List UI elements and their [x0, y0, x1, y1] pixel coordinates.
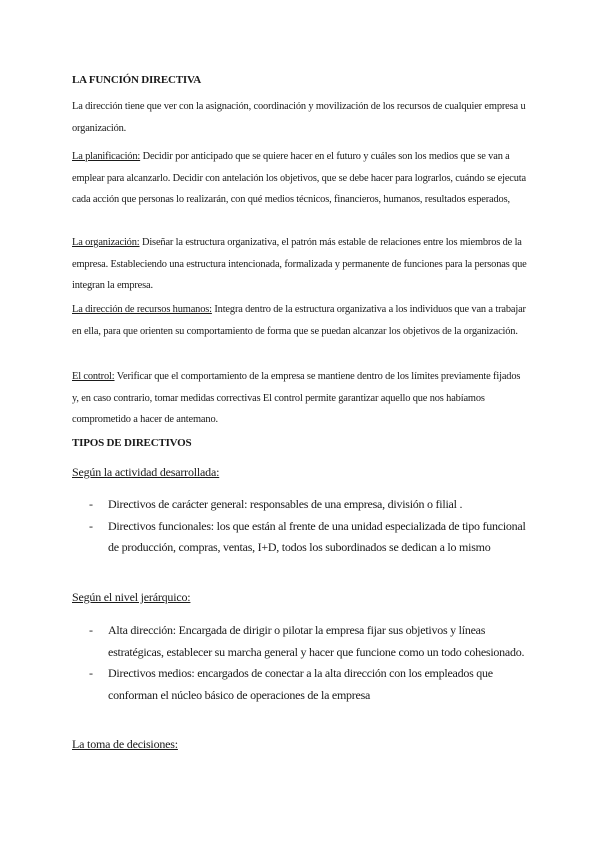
dash-bullet-icon: - — [89, 623, 93, 637]
definition-text: Verificar que el comportamiento de la empresa se mantiene dentro de los límites previamente fijados y, en caso contrario, tomar medidas correctivas El control permite garantizar aquello que nos habíamos comprometido a hacer de antemano. — [72, 371, 521, 425]
definition-text: Decidir por anticipado que se quiere hacer en el futuro y cuáles son los medios que se van a emplear para alcanzarlo. Decidir con antelación los objetivos, que se debe hacer para lograrlos, cuándo se ejecuta cada acción que personas lo realizarán, con qué medios técnicos, financieros, humanos, resultados esperados, — [72, 151, 527, 205]
list-item: - Directivos funcionales: los que están al frente de una unidad especializada de tipo funcional de producción, compras, ventas, I+D, todos los subordinados se dedican a lo mismo — [72, 516, 528, 559]
definition-recursos-humanos — [72, 299, 528, 342]
definition-term: La planificación: — [72, 151, 141, 162]
intro-paragraph: La dirección tiene que ver con la asignación, coordinación y movilización de los recursos de cualquier empresa u organización. — [72, 101, 526, 134]
subheading-toma-decisiones: La toma de decisiones: — [72, 737, 178, 751]
list-item: - Directivos medios: encargados de conectar a la alta dirección con los empleados que conforman el núcleo básico de operaciones de la empresa — [72, 663, 528, 706]
list-item: - Directivos de carácter general: responsables de una empresa, división o filial . — [72, 494, 528, 516]
list-item: - Alta dirección: Encargada de dirigir o pilotar la empresa fijar sus objetivos y líneas estratégicas, establecer su marcha general y hacer que funcione como un todo cohesionado. — [72, 620, 528, 663]
definition-term: El control: — [72, 371, 115, 382]
document-title: LA FUNCIÓN DIRECTIVA — [72, 74, 202, 86]
list-actividad — [72, 494, 528, 559]
definition-term: La dirección de recursos humanos: — [72, 304, 212, 315]
list-nivel — [72, 620, 528, 706]
definition-organizacion — [72, 232, 528, 297]
definition-text: Diseñar la estructura organizativa, el patrón más estable de relaciones entre los miembros de la empresa. Estableciendo una estructura intencionada, formalizada y permanente de funciones para la personas que integran la empresa. — [72, 237, 527, 291]
definition-text: Integra dentro de la estructura organizativa a los individuos que van a trabajar en ella, para que orienten su comportamiento de forma que se puedan alcanzar los objetivos de la organización. — [72, 304, 526, 337]
section-title: TIPOS DE DIRECTIVOS — [72, 437, 192, 449]
definition-planificacion — [72, 146, 528, 211]
subheading-nivel: Según el nivel jerárquico: — [72, 590, 191, 604]
dash-bullet-icon: - — [89, 666, 93, 680]
dash-bullet-icon: - — [89, 518, 93, 533]
definition-term: La organización: — [72, 237, 140, 248]
dash-bullet-icon: - — [89, 497, 93, 511]
subheading-actividad: Según la actividad desarrollada: — [72, 465, 220, 479]
definition-control — [72, 366, 528, 431]
